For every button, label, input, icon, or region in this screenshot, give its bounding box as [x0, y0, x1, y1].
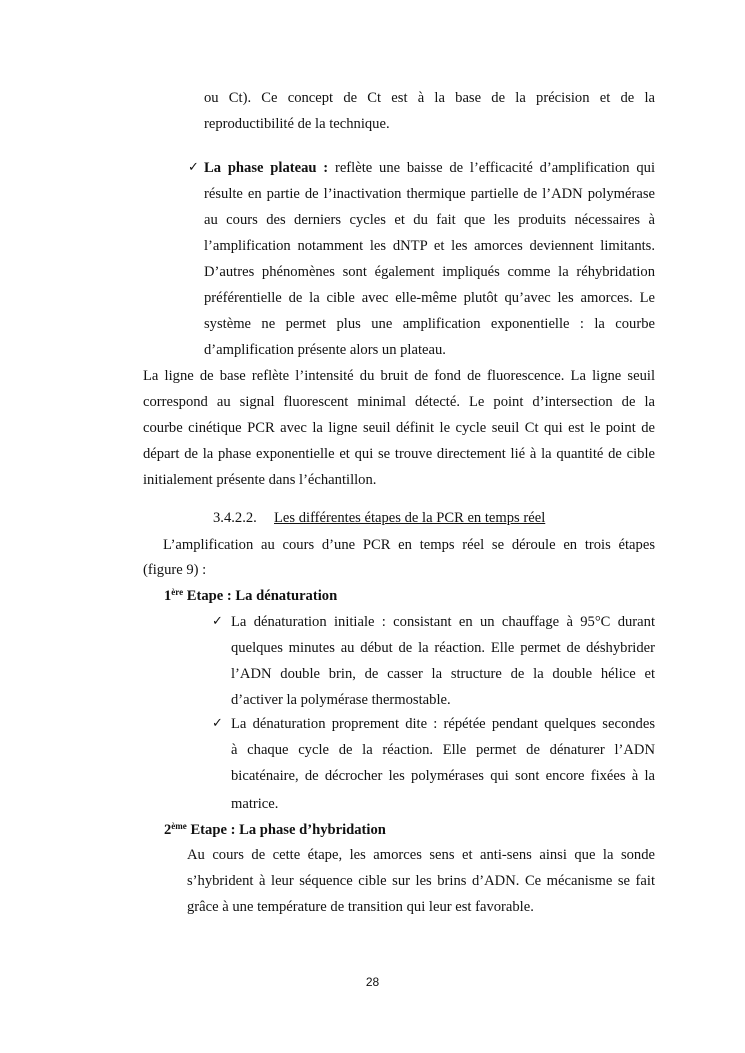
body-text-line: l’ADN double brin, de casser la structure de la double hélice et — [231, 666, 655, 682]
body-text-line: résulte en partie de l’inactivation thermique partielle de l’ADN polymérase — [204, 186, 655, 202]
step1-heading — [164, 586, 337, 606]
step2-heading — [164, 820, 386, 840]
body-text-line: d’activer la polymérase thermostable. — [231, 692, 451, 708]
plateau-title: La phase plateau : — [204, 160, 329, 176]
checkmark-icon: ✓ — [188, 160, 199, 175]
section-title: Les différentes étapes de la PCR en temps réel — [274, 510, 546, 526]
plateau-first-line-text: reflète une baisse de l’efficacité d’amplification qui — [334, 160, 655, 176]
body-text-line: L’amplification au cours d’une PCR en temps réel se déroule en trois étapes — [163, 537, 655, 553]
body-text-line: d’amplification présente alors un plateau. — [204, 342, 446, 358]
checkmark-icon: ✓ — [212, 614, 223, 629]
body-text-line: correspond au signal fluorescent minimal détecté. Le point d’intersection de la — [143, 394, 655, 410]
step1-superscript: ère — [171, 587, 184, 597]
body-text-line: quelques minutes au début de la réaction. Elle permet de déshybrider — [231, 640, 655, 656]
step1-title: Etape : La dénaturation — [186, 588, 338, 604]
body-text-line: grâce à une température de transition qui leur est favorable. — [187, 899, 534, 915]
step2-superscript: ème — [171, 821, 187, 831]
body-text-line: au cours des derniers cycles et du fait que les produits nécessaires à — [204, 212, 655, 228]
body-text-line: à chaque cycle de la réaction. Elle permet de dénaturer l’ADN — [231, 742, 655, 758]
body-text-line: départ de la phase exponentielle et qui se trouve directement lié à la quantité de cible — [143, 446, 655, 462]
body-text-line: préférentielle de la cible avec elle-même plutôt qu’avec les amorces. Le — [204, 290, 655, 306]
plateau-first-line — [204, 158, 655, 178]
body-text-line: (figure 9) : — [143, 562, 207, 578]
section-number: 3.4.2.2. — [213, 510, 257, 526]
body-text-line: ou Ct). Ce concept de Ct est à la base de la précision et de la — [204, 90, 655, 106]
body-text-line: Au cours de cette étape, les amorces sens et anti-sens ainsi que la sonde — [187, 847, 655, 863]
body-text-line: La dénaturation proprement dite : répétée pendant quelques secondes — [231, 716, 655, 732]
body-text-line: bicaténaire, de décrocher les polymérases qui sont encore fixées à la — [231, 768, 655, 784]
body-text-line: reproductibilité de la technique. — [204, 116, 390, 132]
body-text-line: matrice. — [231, 796, 279, 812]
body-text-line: courbe cinétique PCR avec la ligne seuil définit le cycle seuil Ct qui est le point de — [143, 420, 655, 436]
body-text-line: La ligne de base reflète l’intensité du bruit de fond de fluorescence. La ligne seuil — [143, 368, 655, 384]
body-text-line: l’amplification notamment les dNTP et les amorces deviennent limitants. — [204, 238, 655, 254]
body-text-line: système ne permet plus une amplification exponentielle : la courbe — [204, 316, 655, 332]
step1-number: 1 — [164, 588, 172, 604]
checkmark-icon: ✓ — [212, 716, 223, 731]
step2-title: Etape : La phase d’hybridation — [190, 822, 386, 838]
step2-number: 2 — [164, 822, 172, 838]
body-text-line: La dénaturation initiale : consistant en un chauffage à 95°C durant — [231, 614, 655, 630]
body-text-line: s’hybrident à leur séquence cible sur les brins d’ADN. Ce mécanisme se fait — [187, 873, 655, 889]
body-text-line: initialement présente dans l’échantillon. — [143, 472, 377, 488]
page-number: 28 — [365, 975, 380, 989]
body-text-line: D’autres phénomènes sont également impliqués comme la réhybridation — [204, 264, 655, 280]
